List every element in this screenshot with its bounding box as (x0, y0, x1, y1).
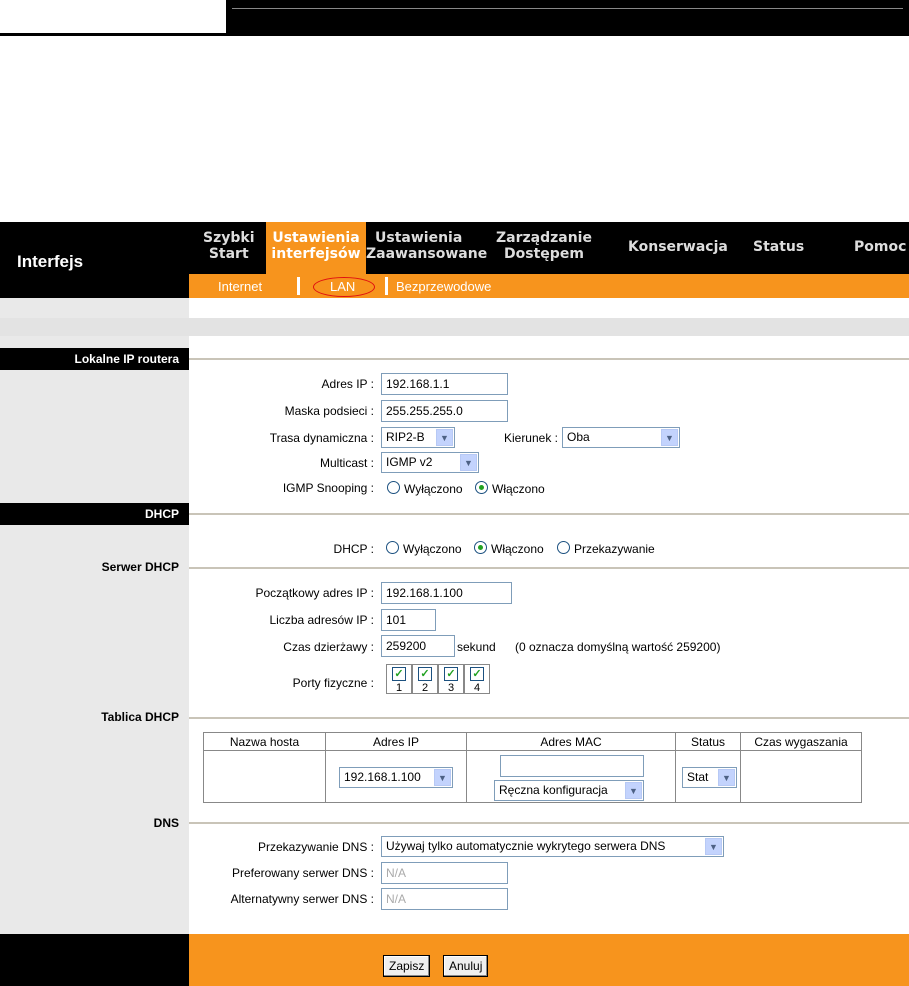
tab-quick-start-line2: Start (208, 246, 249, 262)
dhcp-static-table (203, 732, 862, 803)
tab-maintenance-label: Konserwacja (628, 239, 728, 255)
subsection-dhcp-table: Tablica DHCP (101, 710, 179, 724)
chevron-down-icon: ▼ (705, 838, 722, 855)
footer-bar (189, 934, 909, 986)
dynamic-route-label: Trasa dynamiczna : (269, 431, 374, 445)
expiry-cell (741, 751, 862, 803)
direction-select[interactable] (562, 427, 680, 448)
mac-mode-value: Ręczna konfiguracja (499, 783, 608, 797)
section-divider (189, 567, 909, 569)
section-divider (189, 822, 909, 824)
cancel-button[interactable]: Anuluj (443, 955, 488, 977)
physical-ports-label: Porty fizyczne : (292, 676, 374, 690)
chevron-down-icon: ▼ (625, 782, 642, 799)
port-1-checkbox[interactable]: ✓ (392, 667, 406, 681)
multicast-label: Multicast : (319, 456, 374, 470)
tab-interface-setup[interactable] (266, 222, 366, 274)
chevron-down-icon: ▼ (460, 454, 477, 471)
subtab-separator (297, 277, 300, 295)
ip-count-input[interactable]: 101 (381, 609, 436, 631)
table-header-row (204, 733, 862, 751)
subnet-mask-input[interactable]: 255.255.255.0 (381, 400, 508, 422)
tab-access-management-line2: Dostępem (504, 246, 584, 262)
document-header-bar (226, 0, 909, 36)
chevron-down-icon: ▼ (661, 429, 678, 446)
column-header: Nazwa hosta (204, 733, 326, 751)
tab-interface-setup-line2: interfejsów (271, 246, 361, 262)
hostname-cell (204, 751, 326, 803)
port-4-checkbox[interactable]: ✓ (470, 667, 484, 681)
chevron-down-icon: ▼ (434, 769, 451, 786)
tab-advanced-setup-line2: Zaawansowane (366, 246, 488, 262)
ip-address-input[interactable]: 192.168.1.1 (381, 373, 508, 395)
ip-count-label: Liczba adresów IP : (269, 613, 374, 627)
subsection-dns: DNS (153, 816, 179, 830)
direction-label: Kierunek : (503, 431, 558, 445)
lease-time-hint: (0 oznacza domyślną wartość 259200) (515, 640, 721, 654)
subtab-wireless[interactable]: Bezprzewodowe (396, 279, 492, 294)
subnet-mask-label: Maska podsieci : (284, 404, 374, 418)
dns-relay-label: Przekazywanie DNS : (257, 840, 374, 854)
status-cell (676, 751, 741, 803)
dynamic-route-select[interactable] (381, 427, 455, 448)
igmp-off-label: Wyłączono (404, 482, 463, 496)
dhcp-off-radio[interactable] (386, 541, 399, 554)
dhcp-relay-radio[interactable] (557, 541, 570, 554)
column-header: Czas wygaszania (741, 733, 862, 751)
port-cell (412, 664, 438, 694)
tab-advanced-setup-line1: Ustawienia (375, 230, 463, 246)
grey-band (0, 318, 909, 336)
dhcp-on-label: Włączono (491, 542, 544, 556)
tab-maintenance[interactable] (628, 239, 728, 255)
port-cell (464, 664, 490, 694)
tab-help-label: Pomoc (854, 239, 907, 255)
subtab-lan[interactable]: LAN (330, 279, 356, 294)
mac-address-input[interactable] (500, 755, 644, 777)
port-2-checkbox[interactable]: ✓ (418, 667, 432, 681)
tab-quick-start-line1: Szybki (203, 230, 255, 246)
highlight-circle (313, 277, 375, 297)
router-admin-page (0, 222, 909, 986)
footer-left (0, 934, 189, 986)
secondary-dns-input[interactable]: N/A (381, 888, 508, 910)
dhcp-relay-label: Przekazywanie (574, 542, 655, 556)
primary-dns-label: Preferowany serwer DNS : (231, 866, 374, 880)
igmp-snooping-label: IGMP Snooping : (282, 481, 374, 495)
secondary-dns-label: Alternatywny serwer DNS : (230, 892, 374, 906)
port-3-checkbox[interactable]: ✓ (444, 667, 458, 681)
multicast-select[interactable] (381, 452, 479, 473)
tab-status[interactable] (753, 239, 804, 255)
sub-navigation (189, 274, 909, 298)
left-column (0, 298, 189, 986)
subtab-internet[interactable]: Internet (218, 279, 263, 294)
static-ip-value: 192.168.1.100 (344, 770, 421, 784)
dhcp-off-label: Wyłączono (403, 542, 462, 556)
table-row (204, 751, 862, 803)
igmp-on-label: Włączono (492, 482, 545, 496)
dhcp-mode-label: DHCP : (333, 542, 374, 556)
dynamic-route-value: RIP2-B (386, 430, 425, 444)
column-header: Status (676, 733, 741, 751)
dhcp-on-radio[interactable] (474, 541, 487, 554)
section-divider (189, 717, 909, 719)
subsection-dhcp-server: Serwer DHCP (101, 560, 179, 574)
igmp-on-radio[interactable] (475, 481, 488, 494)
port-number: 4 (473, 682, 481, 694)
status-select[interactable] (682, 767, 737, 788)
dns-relay-select[interactable] (381, 836, 724, 857)
tab-access-management[interactable] (496, 230, 592, 262)
port-cell (438, 664, 464, 694)
lease-time-input[interactable]: 259200 (381, 635, 455, 657)
column-header: Adres IP (326, 733, 467, 751)
multicast-value: IGMP v2 (386, 455, 433, 469)
tab-help[interactable] (854, 239, 906, 255)
tab-status-label: Status (753, 239, 805, 255)
section-header-dhcp: DHCP (0, 503, 189, 525)
primary-dns-input[interactable]: N/A (381, 862, 508, 884)
section-divider (189, 513, 909, 515)
port-number: 1 (395, 682, 403, 694)
column-header: Adres MAC (467, 733, 676, 751)
mac-mode-select[interactable] (494, 780, 644, 801)
chevron-down-icon: ▼ (718, 769, 735, 786)
tab-quick-start[interactable] (203, 230, 255, 262)
lease-time-label: Czas dzierżawy : (283, 640, 374, 654)
tab-interface-setup-line1: Ustawienia (272, 230, 360, 246)
mac-cell (467, 751, 676, 803)
section-header-lan: Lokalne IP routera (0, 348, 189, 370)
tab-advanced-setup[interactable] (366, 230, 487, 262)
port-cell (386, 664, 412, 694)
brand-panel (0, 222, 189, 298)
direction-value: Oba (567, 430, 590, 444)
top-navigation (189, 222, 909, 274)
lease-time-unit: sekund (457, 640, 496, 654)
ip-address-label: Adres IP : (321, 377, 374, 391)
igmp-off-radio[interactable] (387, 481, 400, 494)
tab-access-management-line1: Zarządzanie (496, 230, 592, 246)
section-divider (189, 358, 909, 360)
port-number: 2 (421, 682, 429, 694)
subtab-separator (385, 277, 388, 295)
dns-relay-value: Używaj tylko automatycznie wykrytego serwera DNS (386, 839, 666, 853)
ip-cell (326, 751, 467, 803)
save-button[interactable]: Zapisz (383, 955, 430, 977)
status-value: Stat (687, 770, 709, 784)
brand-title: Interfejs (17, 252, 84, 271)
chevron-down-icon: ▼ (436, 429, 453, 446)
port-number: 3 (447, 682, 455, 694)
start-ip-label: Początkowy adres IP : (255, 586, 374, 600)
start-ip-input[interactable]: 192.168.1.100 (381, 582, 512, 604)
static-ip-select[interactable] (339, 767, 453, 788)
document-header-left (0, 0, 226, 36)
